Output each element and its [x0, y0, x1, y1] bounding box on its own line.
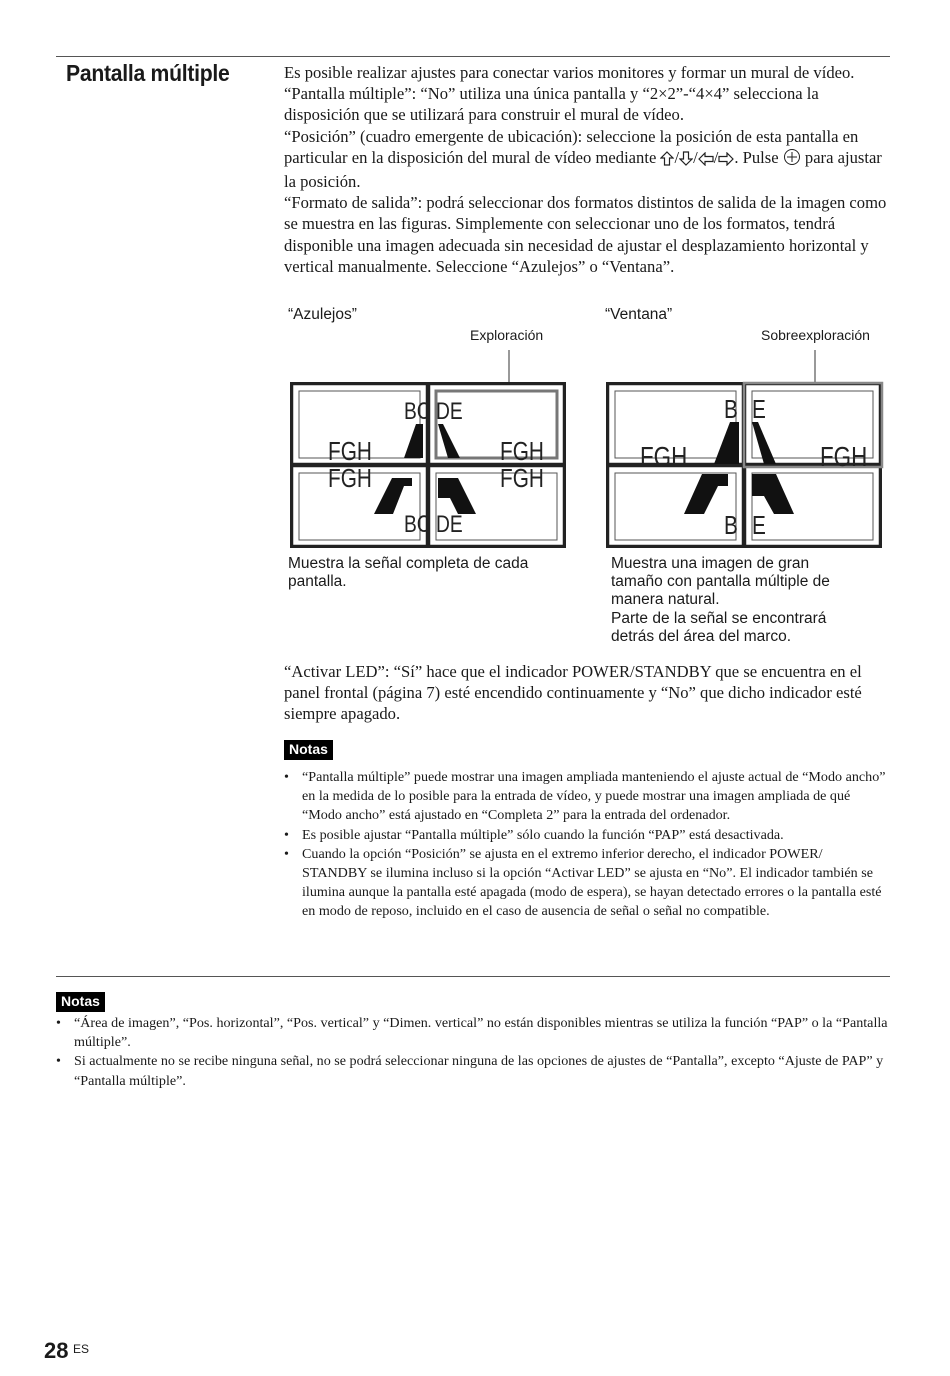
tile-label-mr: FGH: [820, 441, 868, 473]
activar-led-text: [284, 661, 890, 725]
ventana-caption: [611, 555, 830, 646]
paragraph-pantalla-multiple: “Pantalla múltiple”: “No” utiliza una única pantalla y “2×2”-“4×4” selecciona la disposición que se utilizará para construir el mural de vídeo.: [284, 84, 819, 125]
paragraph-posicion: “Posición” (cuadro emergente de ubicación): seleccione la posición de esta pantalla en particular en la disposición del mural de vídeo mediante / / / . Pulse para ajustar la posición.: [284, 126, 882, 192]
enter-circle-plus-icon: [783, 148, 801, 171]
exploracion-callout: Exploración: [470, 327, 544, 343]
up-arrow-icon: [660, 150, 674, 171]
paragraph-intro: Es posible realizar ajustes para conectar varios monitores y formar un mural de vídeo.: [284, 63, 855, 82]
tile-label-br: DE: [436, 509, 463, 538]
top-rule: [56, 56, 890, 57]
tile-label-mr: FGH: [500, 436, 544, 466]
notes-outer-list: [56, 1014, 890, 1091]
tile-label-br: E: [752, 510, 766, 540]
list-item: • “Pantalla múltiple” puede mostrar una imagen ampliada manteniendo el ajuste actual de “Modo ancho” en la medida de lo posible para la entrada de vídeo, y puede mostrar una imagen ampliada de qué “Modo ancho” está ajustado en “Completa 2” para la entrada del ordenador.: [284, 769, 886, 824]
right-arrow-icon: [718, 150, 734, 171]
tile-label-tl: B: [724, 394, 738, 424]
paragraph-activar-led: “Activar LED”: “Sí” hace que el indicador POWER/STANDBY que se encuentra en el panel frontal (página 7) esté encendido continuamente y “No” que dicho indicador esté siempre apagado.: [284, 662, 862, 724]
azulejos-caption: [288, 555, 528, 591]
notas-badge-outer: Notas: [56, 992, 105, 1012]
notes-inner-list: [284, 768, 890, 922]
posicion-text-c: para ajustar la posición.: [284, 147, 882, 192]
tile-label-tr: DE: [436, 396, 463, 425]
left-arrow-icon: [698, 150, 714, 171]
azulejos-caption-line: pantalla.: [288, 573, 347, 591]
tile-label-tr: E: [752, 394, 766, 424]
list-item: • Si actualmente no se recibe ninguna señal, no se podrá seleccionar ninguna de las opciones de ajustes de “Pantalla”, excepto “Ajuste de PAP” y “Pantalla múltiple”.: [56, 1053, 884, 1089]
tile-label-ml: FGH: [640, 441, 688, 473]
sobreexploracion-callout: Sobreexploración: [761, 327, 870, 343]
ventana-caption-line: detrás del área del marco.: [611, 627, 792, 645]
page-number: 28: [44, 1338, 69, 1363]
ventana-caption-line: tamaño con pantalla múltiple de: [611, 573, 830, 591]
notas-badge-inner: Notas: [284, 740, 333, 760]
azulejos-caption-line: Muestra la señal completa de cada: [288, 555, 529, 572]
page-language: ES: [73, 1342, 90, 1356]
posicion-text-b: . Pulse: [734, 147, 783, 167]
ventana-caption-line: Muestra una imagen de gran: [611, 555, 810, 572]
list-item: • “Área de imagen”, “Pos. horizontal”, “Pos. vertical” y “Dimen. vertical” no están disponibles mientras se utiliza la función “PAP” o la “Pantalla múltiple”.: [56, 1015, 888, 1051]
tile-label-mr2: FGH: [500, 463, 544, 493]
ventana-diagram: [604, 350, 884, 550]
azulejos-diagram: [288, 350, 568, 550]
section-divider: [56, 976, 890, 977]
ventana-caption-line: Parte de la señal se encontrará: [611, 609, 827, 627]
tile-label-bl: BC: [404, 509, 431, 538]
ventana-title: “Ventana”: [605, 306, 673, 323]
tile-label-bl: B: [724, 510, 738, 540]
ventana-caption-line: manera natural.: [611, 591, 720, 609]
posicion-text-a: “Posición” (cuadro emergente de ubicación): seleccione la posición de esta pantalla en particular en la disposición del mural de vídeo mediante: [284, 126, 859, 167]
list-item: • Cuando la opción “Posición” se ajusta en el extremo inferior derecho, el indicador POWER/ STANDBY se ilumina incluso si la opción “Activar LED” se ajusta en “No”. El indicador también se ilumina aunque la pantalla esté apagada (modo de espera), se hayan detectado errores o la pantalla esté en modo de reposo, incluido en el caso de ausencia de señal o señal no compatible.: [284, 845, 882, 920]
tile-label-ml: FGH: [328, 436, 372, 466]
tile-label-tl: BC: [404, 396, 431, 425]
down-arrow-icon: [679, 150, 693, 171]
tile-label-ml2: FGH: [328, 463, 372, 493]
azulejos-title: “Azulejos”: [288, 306, 357, 323]
list-item: • Es posible ajustar “Pantalla múltiple” sólo cuando la función “PAP” está desactivada.: [284, 826, 784, 843]
intro-text: [284, 62, 890, 277]
section-title: Pantalla múltiple: [66, 60, 230, 86]
paragraph-formato-salida: “Formato de salida”: podrá seleccionar dos formatos distintos de salida de la imagen como se muestra en las figuras. Simplemente con seleccionar uno de los formatos, tendrá disponible una imagen adecuada sin necesidad de ajustar el desplazamiento horizontal y vertical manualmente. Seleccione “Azulejos” o “Ventana”.: [284, 193, 887, 276]
